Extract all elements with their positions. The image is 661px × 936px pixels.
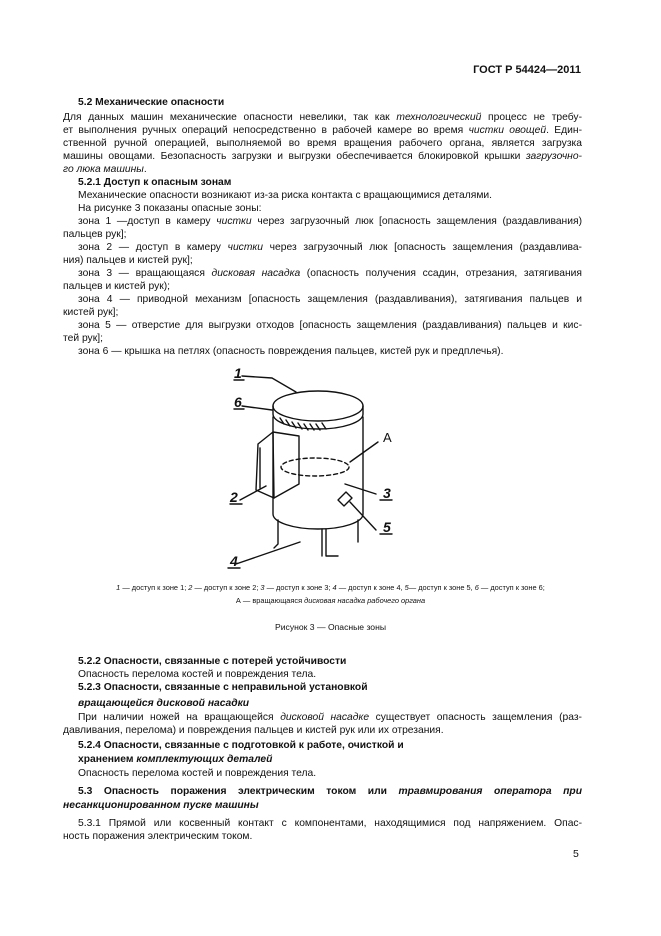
figure-3-drawing bbox=[200, 362, 440, 574]
label-4: 4 bbox=[230, 553, 238, 569]
s522-text: Опасность перелома костей и повреждения тела. bbox=[78, 669, 317, 680]
lid-top bbox=[273, 391, 363, 421]
label-5: 5 bbox=[383, 519, 391, 535]
zone-5-item: зона 5 — отверстие для выгрузки отходов [опасность защемления (раздавливания) пальцев и кис- bbox=[78, 320, 582, 331]
discharge-outlet bbox=[338, 492, 352, 506]
figure-caption: Рисунок 3 — Опасные зоны bbox=[275, 622, 386, 632]
label-A: А bbox=[383, 430, 392, 445]
section-5-2-3-title-cont: вращающейся дисковой насадки bbox=[78, 698, 250, 709]
section-5-2-3-title: 5.2.3 Опасности, связанные с неправильной установкой bbox=[78, 682, 368, 693]
figure-legend-line: А — вращающаяся дисковая насадка рабочего органа bbox=[235, 596, 426, 605]
zone-4-item-cont: кистей рук]; bbox=[63, 307, 119, 318]
section-5-2-title: 5.2 Механические опасности bbox=[78, 97, 225, 108]
s52-para-line: машины овощами. Безопасность загрузки и выгрузки обеспечивается блокировкой крышки загрузочно- bbox=[63, 151, 582, 162]
section-5-2-4-title-cont: хранением комплектующих деталей bbox=[78, 754, 273, 765]
s531-line: ность поражения электрическим током. bbox=[63, 831, 253, 842]
s523-line: давливания, перелома) и повреждения пальцев и кистей рук или их отрезания. bbox=[63, 725, 444, 736]
section-5-2-2-title: 5.2.2 Опасности, связанные с потерей устойчивости bbox=[78, 656, 347, 667]
label-3: 3 bbox=[383, 485, 391, 501]
s52-para-line: ственной ручной операцией, выполняемой во время вращения рабочего органа, является загрузка bbox=[63, 138, 582, 149]
leg bbox=[274, 520, 278, 548]
figure-legend-line: 1 — доступ к зоне 1; 2 — доступ к зоне 2; 3 — доступ к зоне 3; 4 — доступ к зоне 4, 5— доступ к зоне 5, 6 — доступ к зоне 6; bbox=[116, 583, 545, 592]
s524-text: Опасность перелома костей и повреждения тела. bbox=[78, 768, 317, 779]
s521-line: На рисунке 3 показаны опасные зоны: bbox=[78, 203, 262, 214]
zone-3-item-cont: пальцев и кистей рук); bbox=[63, 281, 171, 292]
loading-hatch bbox=[256, 432, 274, 498]
s523-line: При наличии ножей на вращающейся дисковой насадке существует опасность защемления (раз- bbox=[78, 712, 582, 723]
zone-2-item-cont: ния) пальцев и кистей рук]; bbox=[63, 255, 193, 266]
s52-para-line: ет выполнения ручных операций непосредственно в рабочей камере во время чистки овощей. Един- bbox=[63, 125, 582, 136]
s52-para-line: Для данных машин механические опасности невелики, так как технологический процесс не требу- bbox=[63, 112, 582, 123]
s52-para-line: го люка машины. bbox=[63, 164, 147, 175]
leader-line bbox=[242, 406, 272, 410]
section-5-3-title-cont: несанкционированном пуске машины bbox=[63, 800, 259, 811]
leader-line bbox=[350, 442, 378, 462]
zone-5-item-cont: тей рук]; bbox=[63, 333, 103, 344]
zone-6-item: зона 6 — крышка на петлях (опасность повреждения пальцев, кистей рук и предплечья). bbox=[78, 346, 504, 357]
label-1: 1 bbox=[234, 365, 242, 381]
leg bbox=[322, 529, 338, 556]
section-5-3-title: 5.3 Опасность поражения электрическим током или травмирования оператора при bbox=[78, 786, 582, 797]
document-header: ГОСТ Р 54424—2011 bbox=[473, 64, 581, 76]
label-2: 2 bbox=[230, 489, 238, 505]
leader-line bbox=[242, 376, 296, 392]
leader-line bbox=[345, 484, 376, 494]
s531-line: 5.3.1 Прямой или косвенный контакт с компонентами, находящимися под напряжением. Опас- bbox=[78, 818, 582, 829]
label-6: 6 bbox=[234, 394, 242, 410]
zone-4-item: зона 4 — приводной механизм [опасность защемления (раздавливания), затягивания пальцев и bbox=[78, 294, 582, 305]
zone-1-item-cont: пальцев рук]; bbox=[63, 229, 127, 240]
s521-line: Механические опасности возникают из-за риска контакта с вращающимися деталями. bbox=[78, 190, 493, 201]
rotating-disc bbox=[281, 458, 349, 476]
zone-1-item: зона 1 —доступ в камеру чистки через загрузочный люк [опасность защемления (раздавливания) bbox=[78, 216, 583, 227]
section-5-2-1-title: 5.2.1 Доступ к опасным зонам bbox=[78, 177, 232, 188]
section-5-2-4-title: 5.2.4 Опасности, связанные с подготовкой к работе, очисткой и bbox=[78, 740, 404, 751]
zone-3-item: зона 3 — вращающаяся дисковая насадка (опасность получения ссадин, отрезания, затягивания bbox=[78, 268, 582, 279]
page-number: 5 bbox=[573, 848, 579, 860]
leader-line bbox=[236, 542, 300, 564]
zone-2-item: зона 2 — доступ в камеру чистки через загрузочный люк [опасность защемления (раздавлива- bbox=[78, 242, 582, 253]
